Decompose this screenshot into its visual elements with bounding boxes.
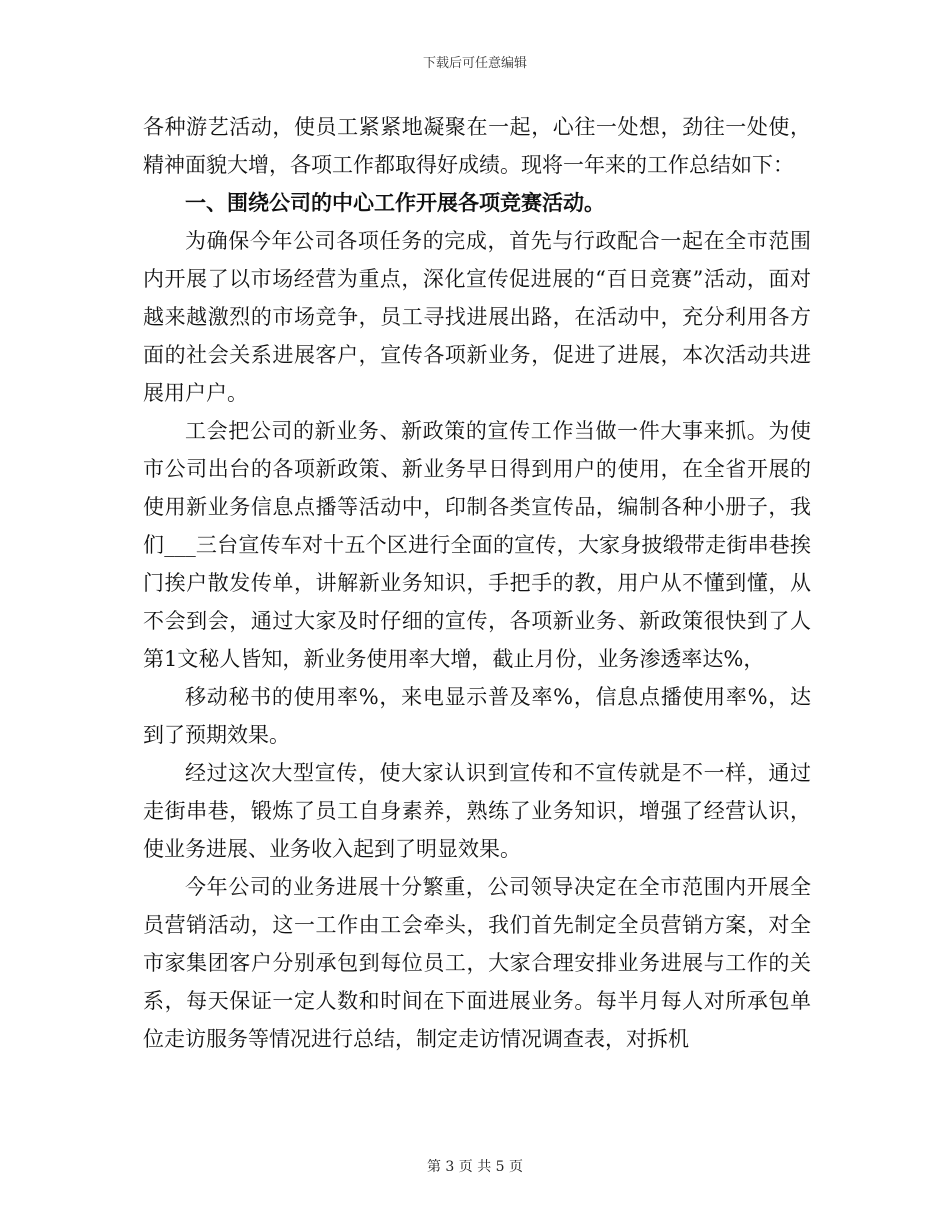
paragraph-continuation: 各种游艺活动，使员工紧紧地凝聚在一起，心往一处想，劲往一处使，精神面貌大增，各项工作都取得好成绩。现将一年来的工作总结如下： <box>143 115 811 177</box>
page-number: 第 3 页 共 5 页 <box>426 1159 524 1175</box>
paragraph: 今年公司的业务进展十分繁重，公司领导决定在全市范围内开展全员营销活动，这一工作由工会牵头，我们首先制定全员营销方案，对全市家集团客户分别承包到每位员工，大家合理安排业务进展与工作的关系，每天保证一定人数和时间在下面进展业务。每半月每人对所承包单位走访服务等情况进行总结，制定走访情况调查表，对拆机 <box>143 875 811 1051</box>
paragraph: 为确保今年公司各项任务的完成，首先与行政配合一起在全市范围内开展了以市场经营为重点，深化宣传促进展的“百日竞赛”活动，面对越来越激烈的市场竞争，员工寻找进展出路，在活动中，充分利用各方面的社会关系进展客户，宣传各项新业务，促进了进展，本次活动共进展用户户。 <box>143 229 811 405</box>
page-header: 下载后可任意编辑 <box>422 56 527 71</box>
paragraph: 工会把公司的新业务、新政策的宣传工作当做一件大事来抓。为使市公司出台的各项新政策、新业务早日得到用户的使用，在全省开展的使用新业务信息点播等活动中，印制各类宣传品，编制各种小册子，我们___三台宣传车对十五个区进行全面的宣传，大家身披缎带走街串巷挨门挨户散发传单，讲解新业务知识，手把手的教，用户从不懂到懂，从不会到会，通过大家及时仔细的宣传，各项新业务、新政策很快到了人第1文秘人皆知，新业务使用率大增，截止月份，业务渗透率达%， <box>143 419 811 671</box>
paragraph: 移动秘书的使用率%，来电显示普及率%，信息点播使用率%，达到了预期效果。 <box>143 685 811 747</box>
document-body <box>143 108 811 1058</box>
section-heading: 一、围绕公司的中心工作开展各项竞赛活动。 <box>185 190 605 215</box>
paragraph: 经过这次大型宣传，使大家认识到宣传和不宣传就是不一样，通过走街串巷，锻炼了员工自身素养，熟练了业务知识，增强了经营认识，使业务进展、业务收入起到了明显效果。 <box>143 761 811 861</box>
